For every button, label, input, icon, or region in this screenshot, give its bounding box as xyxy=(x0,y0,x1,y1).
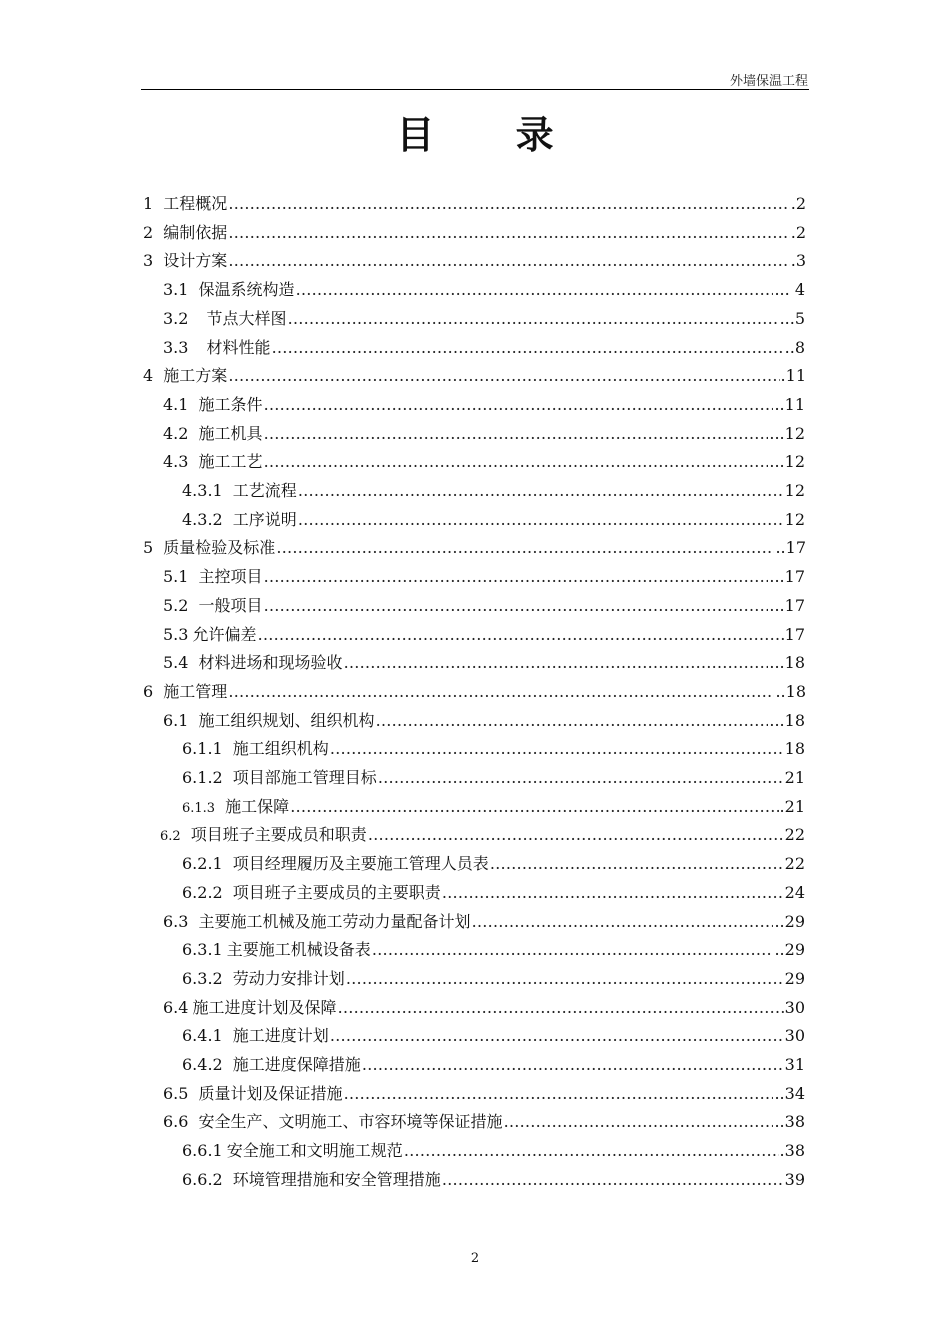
toc-entry-label: 项目班子主要成员和职责 xyxy=(190,825,367,845)
toc-entry-page: ...18 xyxy=(769,710,805,730)
toc-entry-label: 主控项目 xyxy=(198,567,263,587)
toc-entry[interactable]: 1 工程概况 ……………………………………………………………………………………………………………………………………………………………………… .2 xyxy=(143,191,806,219)
toc-entry-label: 工序说明 xyxy=(232,509,297,529)
toc-entry[interactable]: 6 施工管理 ……………………………………………………………………………………………………………………………………………………………………… ..18 xyxy=(143,679,806,707)
toc-entry-page: 29 xyxy=(784,968,805,988)
toc-entry-label: 材料进场和现场验收 xyxy=(198,653,343,673)
toc-entry-page: .2 xyxy=(790,194,806,213)
toc-entry-page: 39 xyxy=(784,1169,805,1189)
toc-entry-label: 项目部施工管理目标 xyxy=(232,768,377,787)
toc-entry-label: 施工工艺 xyxy=(198,452,263,472)
toc-entry[interactable]: 6.2.2 项目班子主要成员的主要职责 ……………………………………………………………………………………………………………………………………………………………………… 24 xyxy=(182,880,805,908)
dot-leader xyxy=(372,940,774,959)
header-divider xyxy=(141,89,809,90)
toc-entry-label: 质量检验及标准 xyxy=(163,538,276,558)
toc-entry-label: 工艺流程 xyxy=(232,481,297,500)
toc-entry-label: 劳动力安排计划 xyxy=(232,968,345,988)
toc-entry-label: 施工组织机构 xyxy=(232,739,329,759)
dot-leader xyxy=(471,912,773,931)
toc-entry-page: ..38 xyxy=(774,1112,805,1132)
toc-entry-page: ..11 xyxy=(774,394,805,414)
toc-entry[interactable]: 5 质量检验及标准 ……………………………………………………………………………………………………………………………………………………………………… ..17 xyxy=(143,535,806,563)
toc-entry-page: .3 xyxy=(790,251,806,271)
toc-entry-page: ...17 xyxy=(769,567,805,587)
toc-entry-label: 工程概况 xyxy=(163,194,228,213)
toc-entry-label: 施工方案 xyxy=(163,366,228,386)
dot-leader xyxy=(228,194,790,213)
toc-entry-page: ..34 xyxy=(774,1083,805,1103)
toc-entry-page: ...18 xyxy=(769,653,805,673)
dot-leader xyxy=(378,768,784,787)
toc-entry-page: 22 xyxy=(784,854,805,874)
toc-entry-page: 30 xyxy=(784,1026,805,1046)
toc-entry-page: 31 xyxy=(784,1055,805,1074)
dot-leader xyxy=(368,825,784,844)
dot-leader xyxy=(228,682,774,701)
toc-entry-page: 17 xyxy=(784,624,805,644)
page-number: 2 xyxy=(470,1251,480,1266)
toc-entry-label: 允许偏差 xyxy=(192,624,257,644)
dot-leader xyxy=(343,1084,773,1103)
toc-entry-page: 22 xyxy=(784,825,805,845)
toc-entry[interactable]: 3.2 节点大样图 ……………………………………………………………………………………………………………………………………………………………………… ...5 xyxy=(163,306,805,334)
toc-entry-label: 施工机具 xyxy=(198,423,263,443)
toc-entry-label: 施工保障 xyxy=(225,796,290,816)
toc-entry-label: 材料性能 xyxy=(206,337,271,357)
toc-entry-page: ..29 xyxy=(774,911,805,931)
dot-leader xyxy=(290,797,778,816)
toc-entry-label: 质量计划及保证措施 xyxy=(198,1083,343,1103)
dot-leader xyxy=(330,739,784,758)
dot-leader xyxy=(263,424,768,443)
toc-entry-page: ...5 xyxy=(779,308,805,328)
toc-entry[interactable]: 6.1.2 项目部施工管理目标 ……………………………………………………………………………………………………………………………………………………………………… 21 xyxy=(182,765,805,793)
toc-entry[interactable]: 5.4 材料进场和现场验收 ……………………………………………………………………………………………………………………………………………………………………… ...18 xyxy=(163,650,805,678)
toc-entry-page: ... 4 xyxy=(774,280,805,300)
toc-entry[interactable]: 4.3.1 工艺流程 ……………………………………………………………………………………………………………………………………………………………………… 12 xyxy=(182,478,805,506)
toc-entry-page: .2 xyxy=(790,222,806,242)
dot-leader xyxy=(263,452,768,471)
toc-entry-page: 24 xyxy=(784,882,805,902)
dot-leader xyxy=(442,1170,784,1189)
toc-entry-label: 节点大样图 xyxy=(206,308,287,328)
toc-entry[interactable]: 6.1.3 施工保障 ……………………………………………………………………………………………………………………………………………………………………… .21 xyxy=(182,794,805,822)
dot-leader xyxy=(263,596,768,615)
toc-entry-label: 环境管理措施和安全管理措施 xyxy=(232,1169,441,1189)
toc-entry[interactable]: 3.3 材料性能 ……………………………………………………………………………………………………………………………………………………………………… ..8 xyxy=(163,335,805,363)
toc-entry[interactable]: 6.4.2 施工进度保障措施 ……………………………………………………………………………………………………………………………………………………………………… 31 xyxy=(182,1052,805,1080)
toc-entry-label: 项目班子主要成员的主要职责 xyxy=(232,882,441,902)
dot-leader xyxy=(362,1055,784,1074)
dot-leader xyxy=(228,223,790,242)
toc-entry-page: 18 xyxy=(784,739,805,759)
toc-entry-page: .38 xyxy=(779,1141,805,1161)
toc-entry[interactable]: 4.1 施工条件 ……………………………………………………………………………………………………………………………………………………………………… ..11 xyxy=(163,392,805,420)
toc-entry-label: 施工组织规划、组织机构 xyxy=(198,710,375,730)
toc-entry-page: 12 xyxy=(784,481,805,500)
toc-entry-page: ..18 xyxy=(775,681,806,701)
toc-entry[interactable]: 4.3.2 工序说明 ……………………………………………………………………………………………………………………………………………………………………… 12 xyxy=(182,507,805,535)
dot-leader xyxy=(375,711,768,730)
toc-entry[interactable]: 6.6.1 安全施工和文明施工规范 ……………………………………………………………………………………………………………………………………………………………………… .38 xyxy=(182,1138,805,1166)
toc-entry-page: 21 xyxy=(784,768,805,787)
dot-leader xyxy=(343,653,768,672)
toc-entry[interactable]: 6.1.1 施工组织机构 ……………………………………………………………………………………………………………………………………………………………………… 18 xyxy=(182,736,805,764)
dot-leader xyxy=(271,338,783,357)
dot-leader xyxy=(257,625,783,644)
dot-leader xyxy=(228,251,790,270)
toc-entry-page: 12 xyxy=(784,509,805,529)
toc-entry-label: 项目经理履历及主要施工管理人员表 xyxy=(232,854,489,874)
toc-entry[interactable]: 6.5 质量计划及保证措施 ……………………………………………………………………………………………………………………………………………………………………… ..34 xyxy=(163,1081,805,1109)
toc-entry[interactable]: 2 编制依据 ……………………………………………………………………………………………………………………………………………………………………… .2 xyxy=(143,220,806,248)
toc-entry-label: 一般项目 xyxy=(198,595,263,615)
dot-leader xyxy=(330,1026,784,1045)
toc-entry[interactable]: 6.4.1 施工进度计划 ……………………………………………………………………………………………………………………………………………………………………… 30 xyxy=(182,1023,805,1051)
dot-leader xyxy=(287,309,778,328)
toc-entry[interactable]: 5.1 主控项目 ……………………………………………………………………………………………………………………………………………………………………… ...17 xyxy=(163,564,805,592)
toc-entry-label: 设计方案 xyxy=(163,251,228,271)
toc-entry-label: 主要施工机械及施工劳动力量配备计划 xyxy=(198,911,471,931)
toc-entry-label: 施工进度计划 xyxy=(232,1026,329,1046)
toc-entry[interactable]: 4.3 施工工艺 ……………………………………………………………………………………………………………………………………………………………………… ...12 xyxy=(163,449,805,477)
dot-leader xyxy=(404,1141,779,1160)
running-header: 外墙保温工程 xyxy=(729,74,808,89)
toc-entry[interactable]: 6.6 安全生产、文明施工、市容环境等保证措施 ……………………………………………………………………………………………………………………………………………………………………… ..38 xyxy=(163,1109,805,1137)
dot-leader xyxy=(228,366,779,385)
toc-entry-page: 30 xyxy=(784,997,805,1017)
dot-leader xyxy=(298,510,784,529)
toc-entry-label: 施工管理 xyxy=(163,681,228,701)
toc-entry[interactable]: 6.3.1 主要施工机械设备表 ……………………………………………………………………………………………………………………………………………………………………… ..29 xyxy=(182,937,805,965)
dot-leader xyxy=(442,883,784,902)
dot-leader xyxy=(346,969,784,988)
toc-entry-page: ...12 xyxy=(769,423,805,443)
toc-entry[interactable]: 6.6.2 环境管理措施和安全管理措施 ……………………………………………………………………………………………………………………………………………………………………… 39 xyxy=(182,1167,805,1195)
toc-entry-label: 安全生产、文明施工、市容环境等保证措施 xyxy=(198,1112,503,1132)
toc-entry-page: ..29 xyxy=(774,940,805,960)
dot-leader xyxy=(298,481,784,500)
toc-entry-label: 主要施工机械设备表 xyxy=(226,940,371,960)
toc-entry[interactable]: 5.2 一般项目 ……………………………………………………………………………………………………………………………………………………………………… ...17 xyxy=(163,593,805,621)
toc-entry[interactable]: 6.3 主要施工机械及施工劳动力量配备计划 ……………………………………………………………………………………………………………………………………………………………………… ..29 xyxy=(163,909,805,937)
dot-leader xyxy=(263,395,773,414)
toc-entry-page: ...12 xyxy=(769,452,805,472)
dot-leader xyxy=(490,854,784,873)
toc-entry[interactable]: 6.4 施工进度计划及保障 ……………………………………………………………………………………………………………………………………………………………………… 30 xyxy=(163,995,805,1023)
dot-leader xyxy=(263,567,768,586)
toc-entry-label: 编制依据 xyxy=(163,222,228,242)
toc-entry[interactable]: 4.2 施工机具 ……………………………………………………………………………………………………………………………………………………………………… ...12 xyxy=(163,421,805,449)
toc-entry[interactable]: 6.3.2 劳动力安排计划 ……………………………………………………………………………………………………………………………………………………………………… 29 xyxy=(182,966,805,994)
toc-entry-page: .11 xyxy=(780,366,806,386)
toc-entry[interactable]: 3 设计方案 ……………………………………………………………………………………………………………………………………………………………………… .3 xyxy=(143,248,806,276)
toc-entry-label: 保温系统构造 xyxy=(198,280,295,300)
toc-entry[interactable]: 5.3 允许偏差 ……………………………………………………………………………………………………………………………………………………………………… 17 xyxy=(163,622,805,650)
dot-leader xyxy=(503,1112,773,1131)
dot-leader xyxy=(276,538,774,557)
page-title: 目 录 xyxy=(396,113,588,157)
toc-entry[interactable]: 6.2.1 项目经理履历及主要施工管理人员表 ……………………………………………………………………………………………………………………………………………………………………… 22 xyxy=(182,851,805,879)
toc-entry-page: ..8 xyxy=(784,337,805,357)
toc-entry-label: 安全施工和文明施工规范 xyxy=(226,1141,403,1161)
toc-entry-label: 施工条件 xyxy=(198,394,263,414)
toc-entry-label: 施工进度计划及保障 xyxy=(192,997,337,1017)
toc-entry-page: ..17 xyxy=(775,538,806,558)
toc-entry[interactable]: 6.1 施工组织规划、组织机构 ……………………………………………………………………………………………………………………………………………………………………… ...18 xyxy=(163,708,805,736)
toc-entry-label: 施工进度保障措施 xyxy=(232,1055,361,1074)
dot-leader xyxy=(337,998,783,1017)
toc-entry[interactable]: 6.2 项目班子主要成员和职责 ……………………………………………………………………………………………………………………………………………………………………… 22 xyxy=(160,822,805,850)
toc-entry-page: .21 xyxy=(779,796,805,816)
toc-entry[interactable]: 4 施工方案 ……………………………………………………………………………………………………………………………………………………………………… .11 xyxy=(143,363,806,391)
dot-leader xyxy=(295,280,773,299)
toc-entry-page: ...17 xyxy=(769,595,805,615)
toc-entry[interactable]: 3.1 保温系统构造 ……………………………………………………………………………………………………………………………………………………………………… ... 4 xyxy=(163,277,805,305)
